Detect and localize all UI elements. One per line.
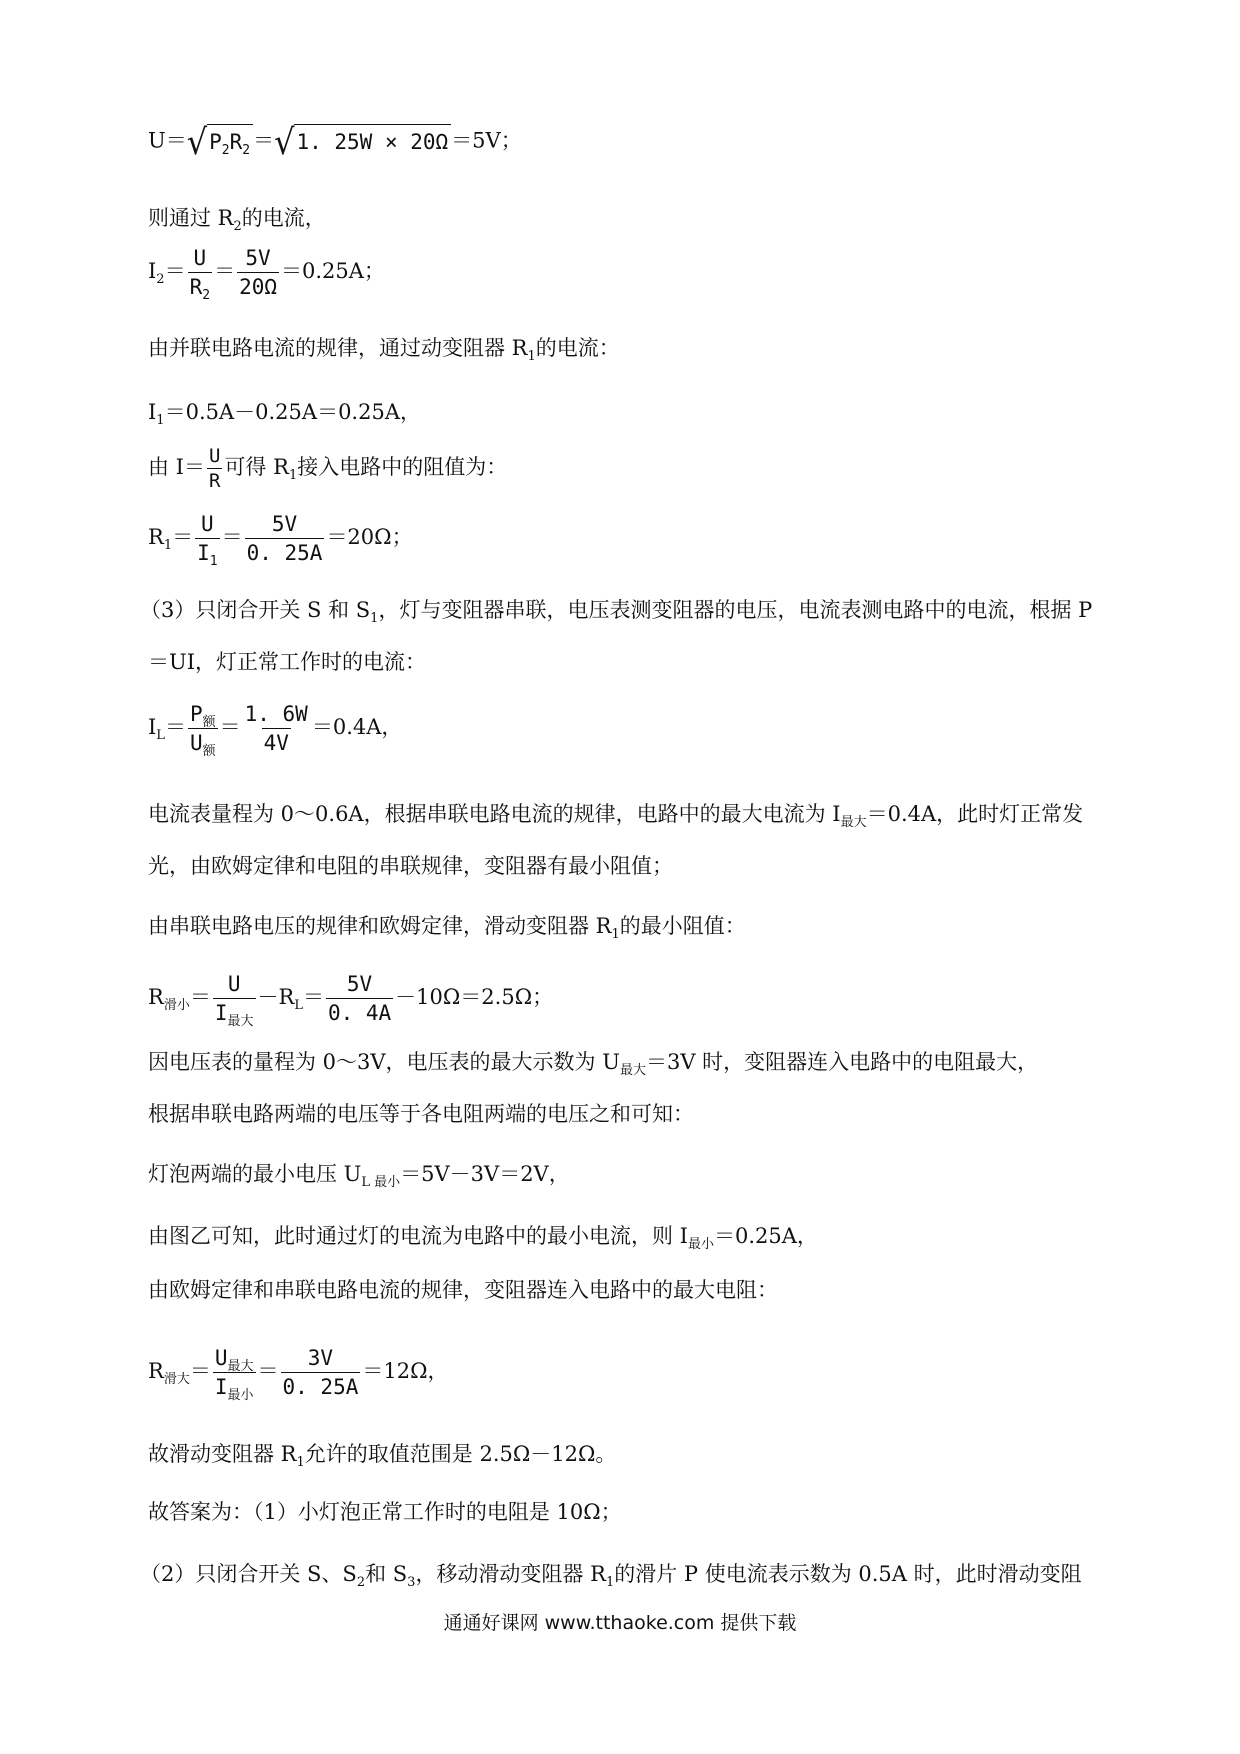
text: ＝ <box>302 985 324 1009</box>
numerator: P <box>189 702 203 726</box>
text-line <box>148 1048 1038 1076</box>
text: I <box>148 259 157 283</box>
text-line <box>148 800 1083 828</box>
numerator: U <box>201 512 214 536</box>
text-line <box>148 204 326 232</box>
numerator: U <box>227 972 241 996</box>
text: ＝ <box>172 525 194 549</box>
text: 由串联电路电压的规律和欧姆定律，滑动变阻器 R <box>148 914 612 938</box>
text: ＝0.4A， <box>311 715 403 739</box>
text: ＝ <box>165 128 187 153</box>
text: U <box>148 128 166 153</box>
text: ＝ <box>221 525 243 549</box>
text-line <box>148 1498 622 1526</box>
fraction <box>195 512 219 569</box>
subscript: 1 <box>370 611 379 626</box>
denominator: I <box>214 1375 228 1399</box>
text: 的电流： <box>535 336 620 360</box>
text-line <box>148 1222 818 1250</box>
text: ＝20Ω； <box>326 525 413 549</box>
text: －R <box>257 985 295 1009</box>
subscript: 1 <box>611 927 620 942</box>
text: 由图乙可知，此时通过灯的电流为电路中的最小电流，则 I <box>148 1224 688 1248</box>
numerator: U <box>193 246 207 270</box>
subscript: 最小 <box>687 1237 714 1252</box>
subscript: L <box>156 728 165 743</box>
text: ＝12Ω， <box>362 1359 449 1383</box>
text: ＝ <box>189 985 211 1009</box>
subscript: 最大 <box>227 1359 254 1374</box>
text: ＝0.5A－0.25A＝0.25A， <box>164 400 421 424</box>
text: I <box>148 400 157 424</box>
fraction <box>281 1346 361 1399</box>
text: R <box>148 525 164 549</box>
text: ＝ <box>257 1359 279 1383</box>
subscript: 最大 <box>227 1014 254 1029</box>
text: I <box>148 715 157 739</box>
fraction <box>243 702 310 755</box>
text: （2）只闭合开关 S、S <box>140 1562 357 1586</box>
text: ，灯与变阻器串联，电压表测变阻器的电压，电流表测电路中的电流，根据 P <box>378 598 1093 622</box>
subscript: 1 <box>296 1455 305 1470</box>
subscript: 最小 <box>227 1388 254 1403</box>
text: ＝ <box>164 715 186 739</box>
fraction <box>213 972 256 1029</box>
subscript: 2 <box>233 219 242 234</box>
subscript: 最大 <box>840 815 867 830</box>
text: ＝ <box>164 259 186 283</box>
text-line <box>148 912 746 940</box>
text-line <box>148 1276 778 1304</box>
sqrt-expression <box>186 121 253 163</box>
text: ＝0.25A， <box>713 1224 818 1248</box>
subscript: 1 <box>288 468 298 483</box>
fraction <box>188 702 218 759</box>
text: －10Ω＝2.5Ω； <box>395 985 554 1009</box>
numerator: U <box>214 1346 228 1370</box>
text: 的电流， <box>241 206 326 230</box>
subscript: 最大 <box>619 1063 646 1078</box>
formula-line <box>148 1346 449 1403</box>
text-line <box>140 1560 1082 1588</box>
page-footer: 通通好课网 www.tthaoke.com 提供下载 <box>443 1612 797 1634</box>
formula-line <box>148 972 554 1029</box>
fraction <box>245 512 325 565</box>
denominator: I <box>214 1001 228 1025</box>
text: 允许的取值范围是 2.5Ω－12Ω。 <box>304 1442 617 1466</box>
fraction <box>207 446 222 491</box>
subscript: 2 <box>221 143 230 158</box>
numerator: 5V <box>245 246 271 270</box>
denominator: R <box>208 470 221 492</box>
text: P <box>209 130 222 154</box>
subscript: 额 <box>202 715 216 730</box>
text: ，移动滑动变阻器 R <box>415 1562 606 1586</box>
numerator: 1. 6W <box>244 702 308 726</box>
subscript: 3 <box>407 1575 416 1590</box>
denominator: U <box>189 731 203 755</box>
text: ＝5V－3V＝2V， <box>400 1162 570 1186</box>
numerator: 5V <box>271 512 298 536</box>
text-line <box>148 1160 570 1188</box>
text-line <box>148 852 673 880</box>
text: 故滑动变阻器 R <box>148 1442 297 1466</box>
text: ＝3V 时，变阻器连入电路中的电阻最大， <box>645 1050 1039 1074</box>
subscript: 1 <box>209 554 218 569</box>
denominator: R <box>189 275 203 299</box>
text-line <box>148 334 620 362</box>
subscript: 1 <box>527 349 536 364</box>
text: 故答案为：（1）小灯泡正常工作时的电阻是 10Ω； <box>148 1500 622 1524</box>
subscript: 滑小 <box>163 998 190 1013</box>
sqrt-sign: √ <box>274 121 295 163</box>
denominator: 0. 4A <box>326 998 393 1025</box>
subscript: 2 <box>356 1575 366 1590</box>
denominator: 4V <box>262 728 291 755</box>
text-line <box>148 1100 694 1128</box>
subscript: 滑大 <box>163 1372 190 1387</box>
subscript: 1 <box>163 538 173 553</box>
text: R <box>148 985 164 1009</box>
denominator: 0. 25A <box>245 538 325 565</box>
subscript: L <box>294 998 303 1013</box>
text: ＝ <box>214 259 236 283</box>
text: 可得 R <box>224 455 289 479</box>
numerator: 3V <box>307 1346 334 1370</box>
text: 由 I＝ <box>148 455 205 479</box>
denominator: I <box>197 541 210 565</box>
subscript: 额 <box>202 744 216 759</box>
formula-line <box>148 398 421 426</box>
text: ＝ <box>253 128 275 153</box>
text-line <box>148 446 507 491</box>
fraction <box>188 246 212 303</box>
text-line <box>140 596 1092 624</box>
text: R <box>148 1359 164 1383</box>
text: 1. 25W × 20Ω <box>294 124 451 160</box>
text: ＝5V； <box>451 128 522 153</box>
text: ＝0.4A，此时灯正常发 <box>866 802 1084 826</box>
text: 因电压表的量程为 0～3V，电压表的最大示数为 U <box>148 1050 620 1074</box>
text: 根据串联电路两端的电压等于各电阻两端的电压之和可知： <box>148 1102 694 1126</box>
text: 光，由欧姆定律和电阻的串联规律，变阻器有最小阻值； <box>148 854 673 878</box>
text-line <box>148 1440 616 1468</box>
text: ＝UI，灯正常工作时的电流： <box>148 650 426 674</box>
text: 的最小阻值： <box>619 914 746 938</box>
subscript: L 最小 <box>361 1175 401 1190</box>
formula-line <box>148 512 413 569</box>
text: 的滑片 P 使电流表示数为 0.5A 时，此时滑动变阻 <box>614 1562 1082 1586</box>
text: 灯泡两端的最小电压 U <box>148 1162 362 1186</box>
fraction <box>326 972 393 1025</box>
subscript: 2 <box>242 143 251 158</box>
formula-line <box>148 121 522 163</box>
text: ＝ <box>219 715 241 739</box>
formula-line <box>148 246 385 303</box>
text: 则通过 R <box>148 206 234 230</box>
formula-line <box>148 702 403 759</box>
subscript: 2 <box>202 288 211 303</box>
text: 电流表量程为 0～0.6A，根据串联电路电流的规律，电路中的最大电流为 I <box>148 802 841 826</box>
fraction <box>237 246 279 299</box>
text: ＝0.25A； <box>281 259 385 283</box>
text: （3）只闭合开关 S 和 S <box>140 598 371 622</box>
text: 由并联电路电流的规律，通过动变阻器 R <box>148 336 528 360</box>
denominator: 20Ω <box>237 272 279 299</box>
numerator: U <box>208 445 221 467</box>
text: 接入电路中的阻值为： <box>297 455 508 479</box>
text: R <box>229 130 243 154</box>
subscript: 2 <box>156 272 165 287</box>
fraction <box>213 1346 256 1403</box>
text: ＝ <box>189 1359 211 1383</box>
numerator: 5V <box>346 972 373 996</box>
denominator: 0. 25A <box>281 1372 361 1399</box>
text-line <box>148 648 426 676</box>
text: 由欧姆定律和串联电路电流的规律，变阻器连入电路中的最大电阻： <box>148 1278 778 1302</box>
sqrt-expression <box>274 121 451 163</box>
subscript: 1 <box>605 1575 615 1590</box>
sqrt-sign: √ <box>186 121 208 163</box>
text: 和 S <box>365 1562 408 1586</box>
subscript: 1 <box>156 413 165 428</box>
